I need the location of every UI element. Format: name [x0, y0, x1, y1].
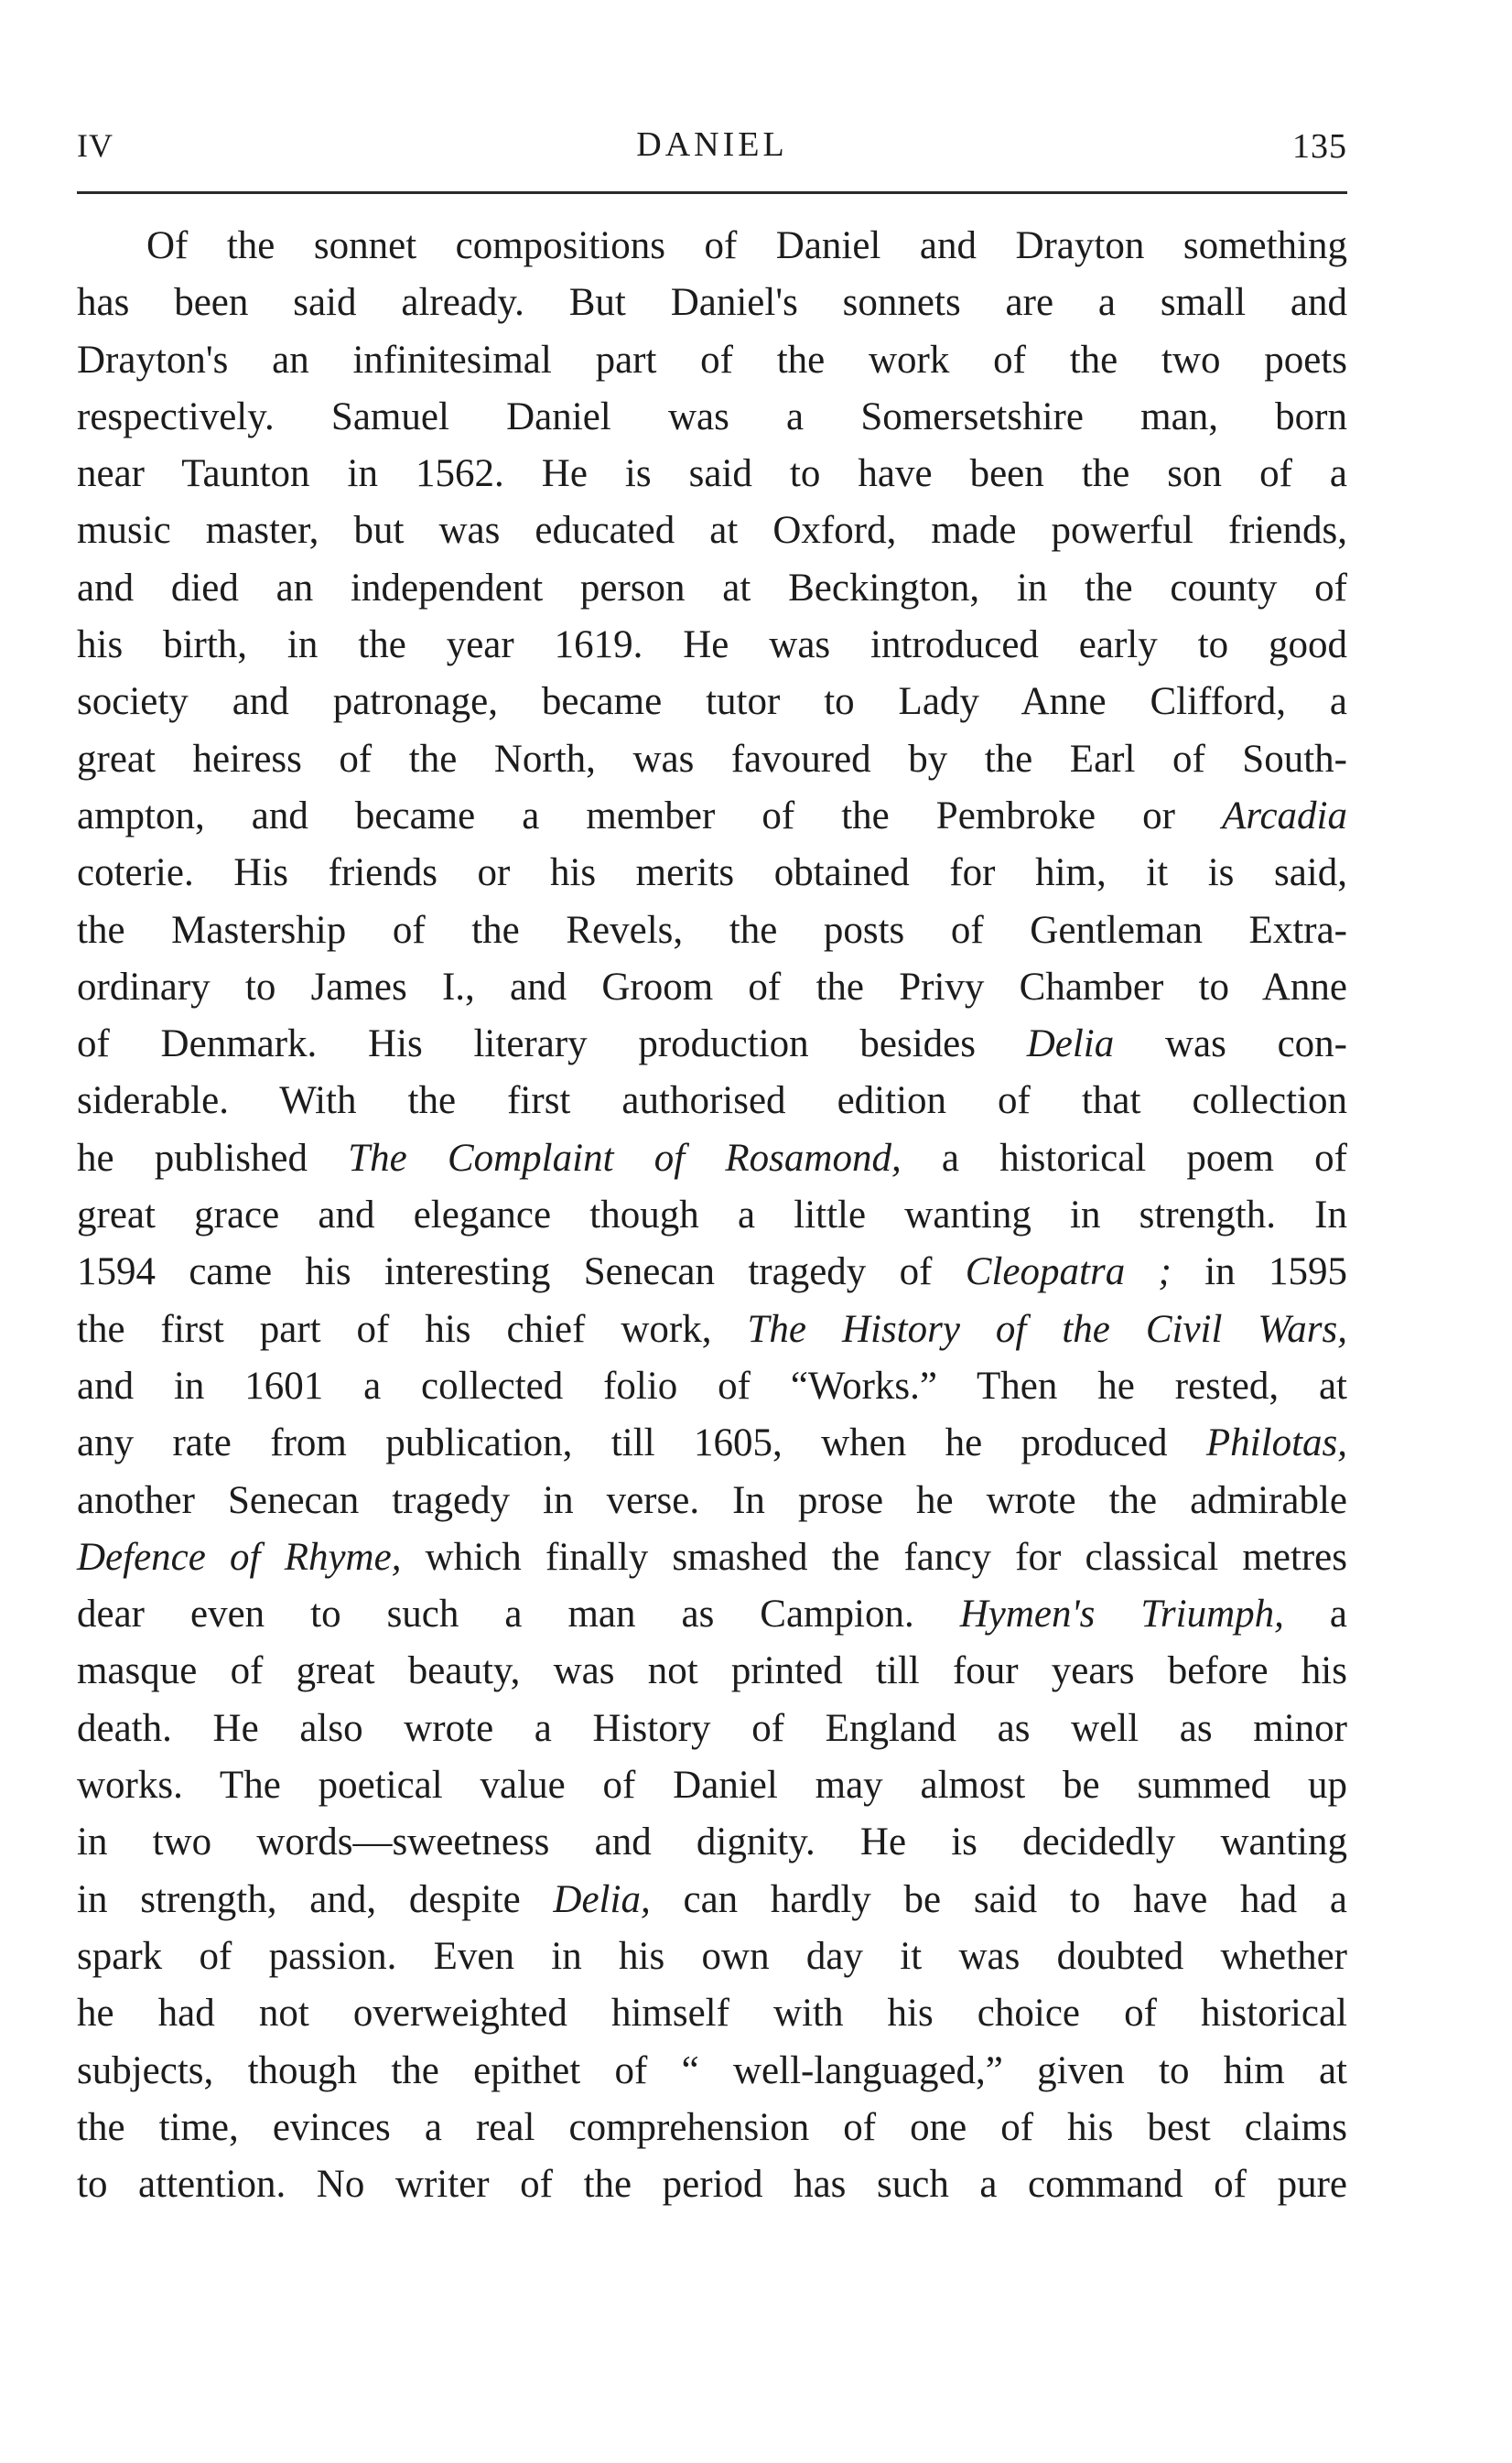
text-run: in 1595	[1171, 1250, 1347, 1294]
text-run: death. He also wrote a History of England as well as minor	[77, 1706, 1347, 1750]
text-line	[77, 1302, 1347, 1358]
text-run: in strength, and, despite	[77, 1877, 554, 1921]
text-run: to attention. No writer of the period has such a command of pure	[77, 2163, 1347, 2207]
text-line	[77, 674, 1347, 730]
text-line	[77, 332, 1347, 389]
text-run: dear even to such a man as Campion.	[77, 1593, 960, 1637]
text-line	[77, 2156, 1347, 2213]
text-line	[77, 1757, 1347, 1814]
text-line	[77, 1985, 1347, 2042]
text-run: great heiress of the North, was favoured by the Earl of South-	[77, 737, 1347, 781]
italic-title: Delia,	[553, 1877, 651, 1921]
text-line	[77, 1187, 1347, 1244]
text-run: in two words—sweetness and dignity. He is decidedly wanting	[77, 1820, 1347, 1864]
text-line	[77, 389, 1347, 446]
text-line	[77, 1586, 1347, 1643]
text-run: near Taunton in 1562. He is said to have been the son of a	[77, 452, 1347, 496]
text-line	[77, 959, 1347, 1016]
text-run: another Senecan tragedy in verse. In prose he wrote the admirable	[77, 1478, 1347, 1522]
text-run: and died an independent person at Beckington, in the county of	[77, 566, 1347, 610]
italic-title: Hymen's Triumph,	[959, 1593, 1284, 1637]
text-line	[77, 1130, 1347, 1187]
text-line	[77, 2043, 1347, 2100]
text-line	[77, 502, 1347, 559]
text-line	[77, 560, 1347, 617]
text-run: can hardly be said to have had a	[650, 1877, 1347, 1921]
text-run: he published	[77, 1136, 349, 1180]
text-line	[77, 1473, 1347, 1529]
text-line	[77, 788, 1347, 845]
text-line	[77, 1415, 1347, 1472]
text-run: spark of passion. Even in his own day it was doubted whether	[77, 1934, 1347, 1978]
text-run: has been said already. But Daniel's sonnets are a small and	[77, 281, 1347, 325]
text-line	[77, 1016, 1347, 1073]
text-line	[77, 1814, 1347, 1871]
italic-title: Defence of Rhyme,	[77, 1535, 402, 1579]
running-header	[77, 117, 1347, 172]
text-run: siderable. With the first authorised edition of that collection	[77, 1079, 1347, 1123]
italic-title: Philotas,	[1205, 1421, 1347, 1465]
italic-title: The Complaint of Rosamond,	[348, 1136, 902, 1180]
text-run: 1594 came his interesting Senecan tragedy of	[77, 1250, 966, 1294]
text-run: Of the sonnet compositions of Daniel and Drayton something	[146, 224, 1347, 267]
text-run: subjects, though the epithet of “ well-languaged,” given to him at	[77, 2048, 1347, 2092]
italic-title: The History of the Civil Wars,	[747, 1307, 1347, 1351]
text-line	[77, 731, 1347, 788]
chapter-signature: IV	[77, 127, 113, 164]
text-run: Drayton's an infinitesimal part of the work of the two poets	[77, 338, 1347, 382]
text-run: respectively. Samuel Daniel was a Somersetshire man, born	[77, 394, 1347, 438]
text-run: masque of great beauty, was not printed till four years before his	[77, 1649, 1347, 1693]
text-line	[77, 1073, 1347, 1129]
body-paragraph	[77, 218, 1347, 2213]
text-line	[77, 275, 1347, 331]
italic-title: Arcadia	[1222, 794, 1347, 837]
text-run: the Mastership of the Revels, the posts of Gentleman Extra-	[77, 908, 1347, 952]
text-run: the time, evinces a real comprehension of one of his best claims	[77, 2105, 1347, 2149]
text-run: he had not overweighted himself with his choice of historical	[77, 1992, 1347, 2036]
header-rule	[77, 191, 1347, 194]
text-line	[77, 1529, 1347, 1586]
text-line	[77, 1701, 1347, 1757]
text-line	[77, 617, 1347, 674]
text-line	[77, 845, 1347, 902]
text-line	[77, 1872, 1347, 1928]
text-line	[77, 1358, 1347, 1415]
text-run: was con-	[1114, 1022, 1348, 1066]
text-line	[77, 446, 1347, 502]
text-run: ampton, and became a member of the Pembroke or	[77, 794, 1223, 837]
text-run: and in 1601 a collected folio of “Works.” Then he rested, at	[77, 1364, 1347, 1408]
text-run: any rate from publication, till 1605, when he produced	[77, 1421, 1206, 1465]
italic-title: Delia	[1026, 1022, 1115, 1066]
italic-title: Cleopatra ;	[965, 1250, 1172, 1294]
text-line	[77, 218, 1347, 275]
text-line	[77, 1643, 1347, 1700]
text-line	[77, 902, 1347, 959]
text-run: great grace and elegance though a little wanting in strength. In	[77, 1194, 1347, 1237]
text-run: coterie. His friends or his merits obtained for him, it is said,	[77, 851, 1347, 895]
text-run: a historical poem of	[901, 1136, 1347, 1180]
text-run: which finally smashed the fancy for classical metres	[401, 1535, 1347, 1579]
running-title: DANIEL	[636, 125, 788, 164]
text-run: the first part of his chief work,	[77, 1307, 748, 1351]
text-run: music master, but was educated at Oxford, made powerful friends,	[77, 509, 1347, 553]
text-run: works. The poetical value of Daniel may almost be summed up	[77, 1764, 1347, 1808]
text-line	[77, 1244, 1347, 1301]
text-run: a	[1283, 1593, 1347, 1637]
text-line	[77, 2100, 1347, 2156]
text-run: society and patronage, became tutor to Lady Anne Clifford, a	[77, 680, 1347, 724]
page-number: 135	[1292, 127, 1347, 166]
text-run: of Denmark. His literary production besides	[77, 1022, 1027, 1066]
book-page	[77, 0, 1347, 2463]
text-run: his birth, in the year 1619. He was introduced early to good	[77, 623, 1347, 667]
text-run: ordinary to James I., and Groom of the Privy Chamber to Anne	[77, 965, 1347, 1009]
text-line	[77, 1928, 1347, 1985]
